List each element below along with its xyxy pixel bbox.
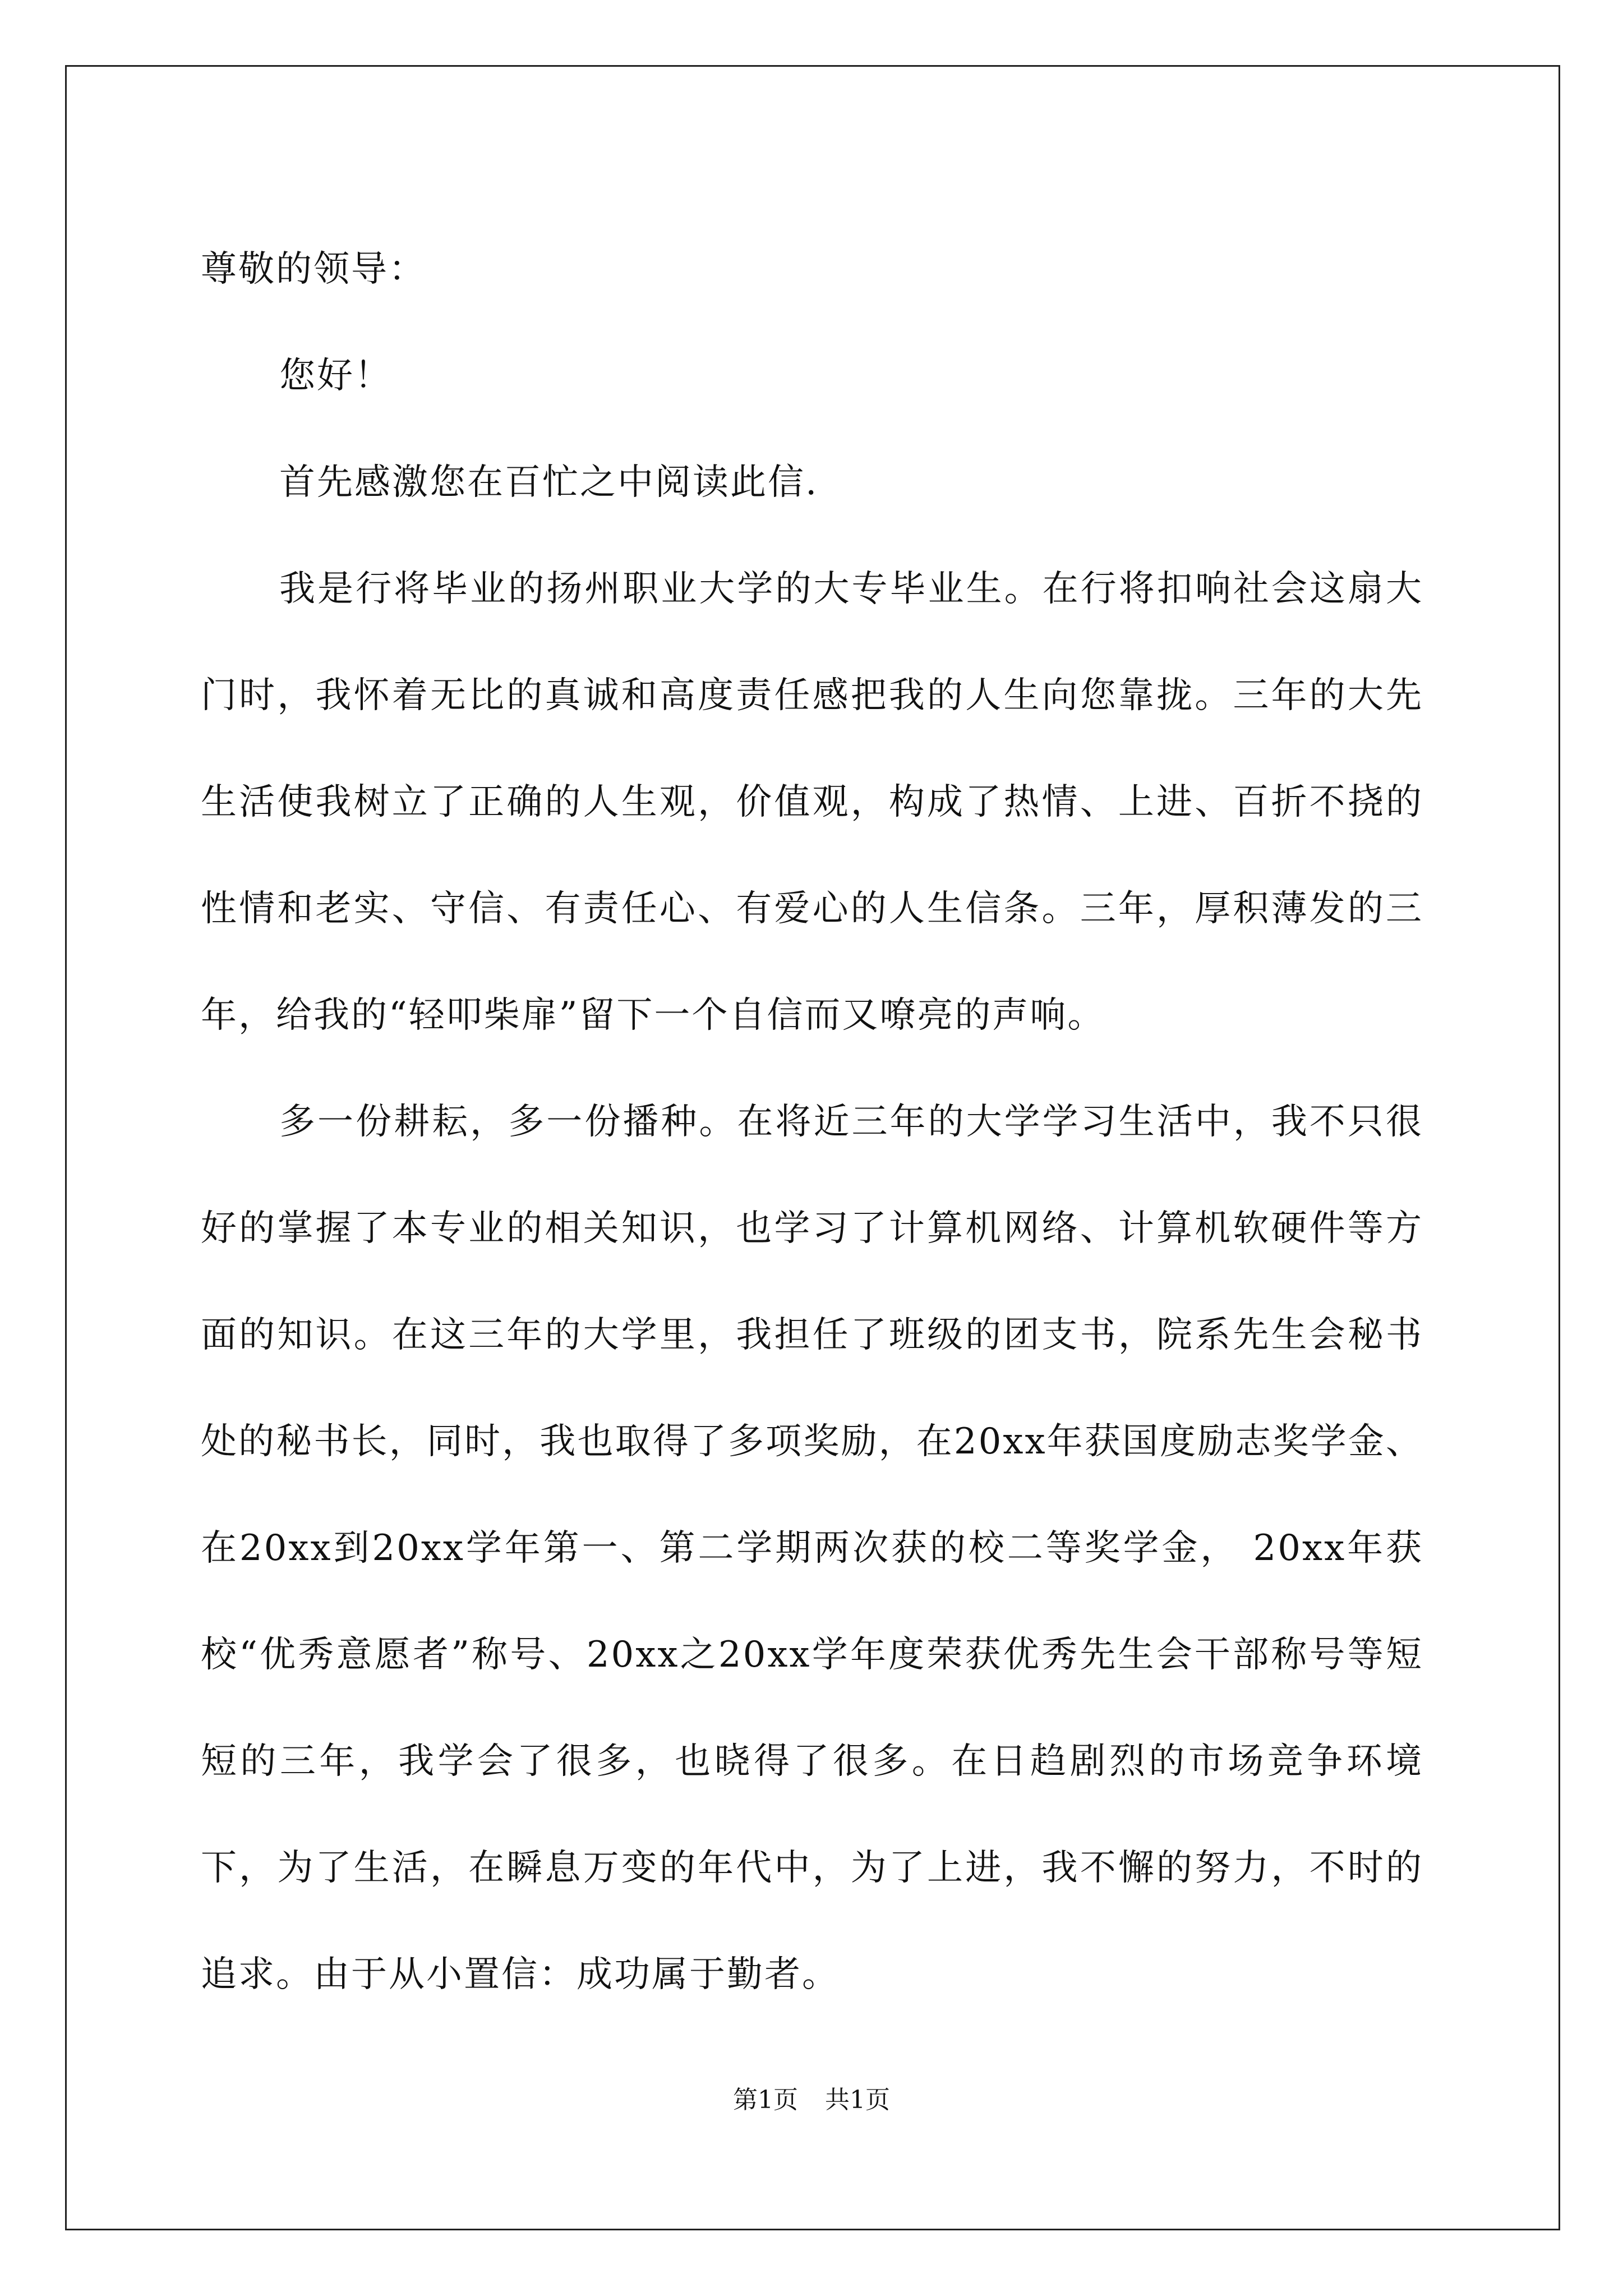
page-footer bbox=[0, 2083, 1623, 2117]
salutation: 尊敬的领导： bbox=[201, 249, 426, 290]
achievements-paragraph: 多一份耕耘，多一份播种。在将近三年的大学学习生活中，我不只很好的掌握了本专业的相关知识，也学习了计算机网络、计算机软硬件等方面的知识。在这三年的大学里，我担任了班级的团支书，院系先生会秘书处的秘书长，同时，我也取得了多项奖励，在20xx年获国度励志奖学金、在20xx到20xx学年第一、第二学期两次获的校二等奖学金， 20xx年获校“优秀意愿者”称号、20xx之20xx学年度荣获优秀先生会干部称号等短短的三年，我学会了很多，也晓得了很多。在日趋剧烈的市场竞争环境下，为了生活，在瞬息万变的年代中，为了上进，我不懈的努力，不时的追求。由于从小置信：成功属于勤者。 bbox=[201, 1101, 1423, 1995]
greeting-paragraph: 您好！ bbox=[279, 355, 392, 397]
page-number: 第1页 bbox=[733, 2086, 798, 2114]
thanks-paragraph: 首先感激您在百忙之中阅读此信. bbox=[279, 462, 819, 503]
page-count: 共1页 bbox=[825, 2086, 890, 2114]
introduction-paragraph: 我是行将毕业的扬州职业大学的大专毕业生。在行将扣响社会这扇大门时，我怀着无比的真诚和高度责任感把我的人生向您靠拢。三年的大先生活使我树立了正确的人生观，价值观，构成了热情、上进、百折不挠的性情和老实、守信、有责任心、有爱心的人生信条。三年，厚积薄发的三年，给我的“轻叩柴扉”留下一个自信而又嘹亮的声响。 bbox=[201, 568, 1423, 1036]
letter-body bbox=[201, 216, 1423, 2028]
